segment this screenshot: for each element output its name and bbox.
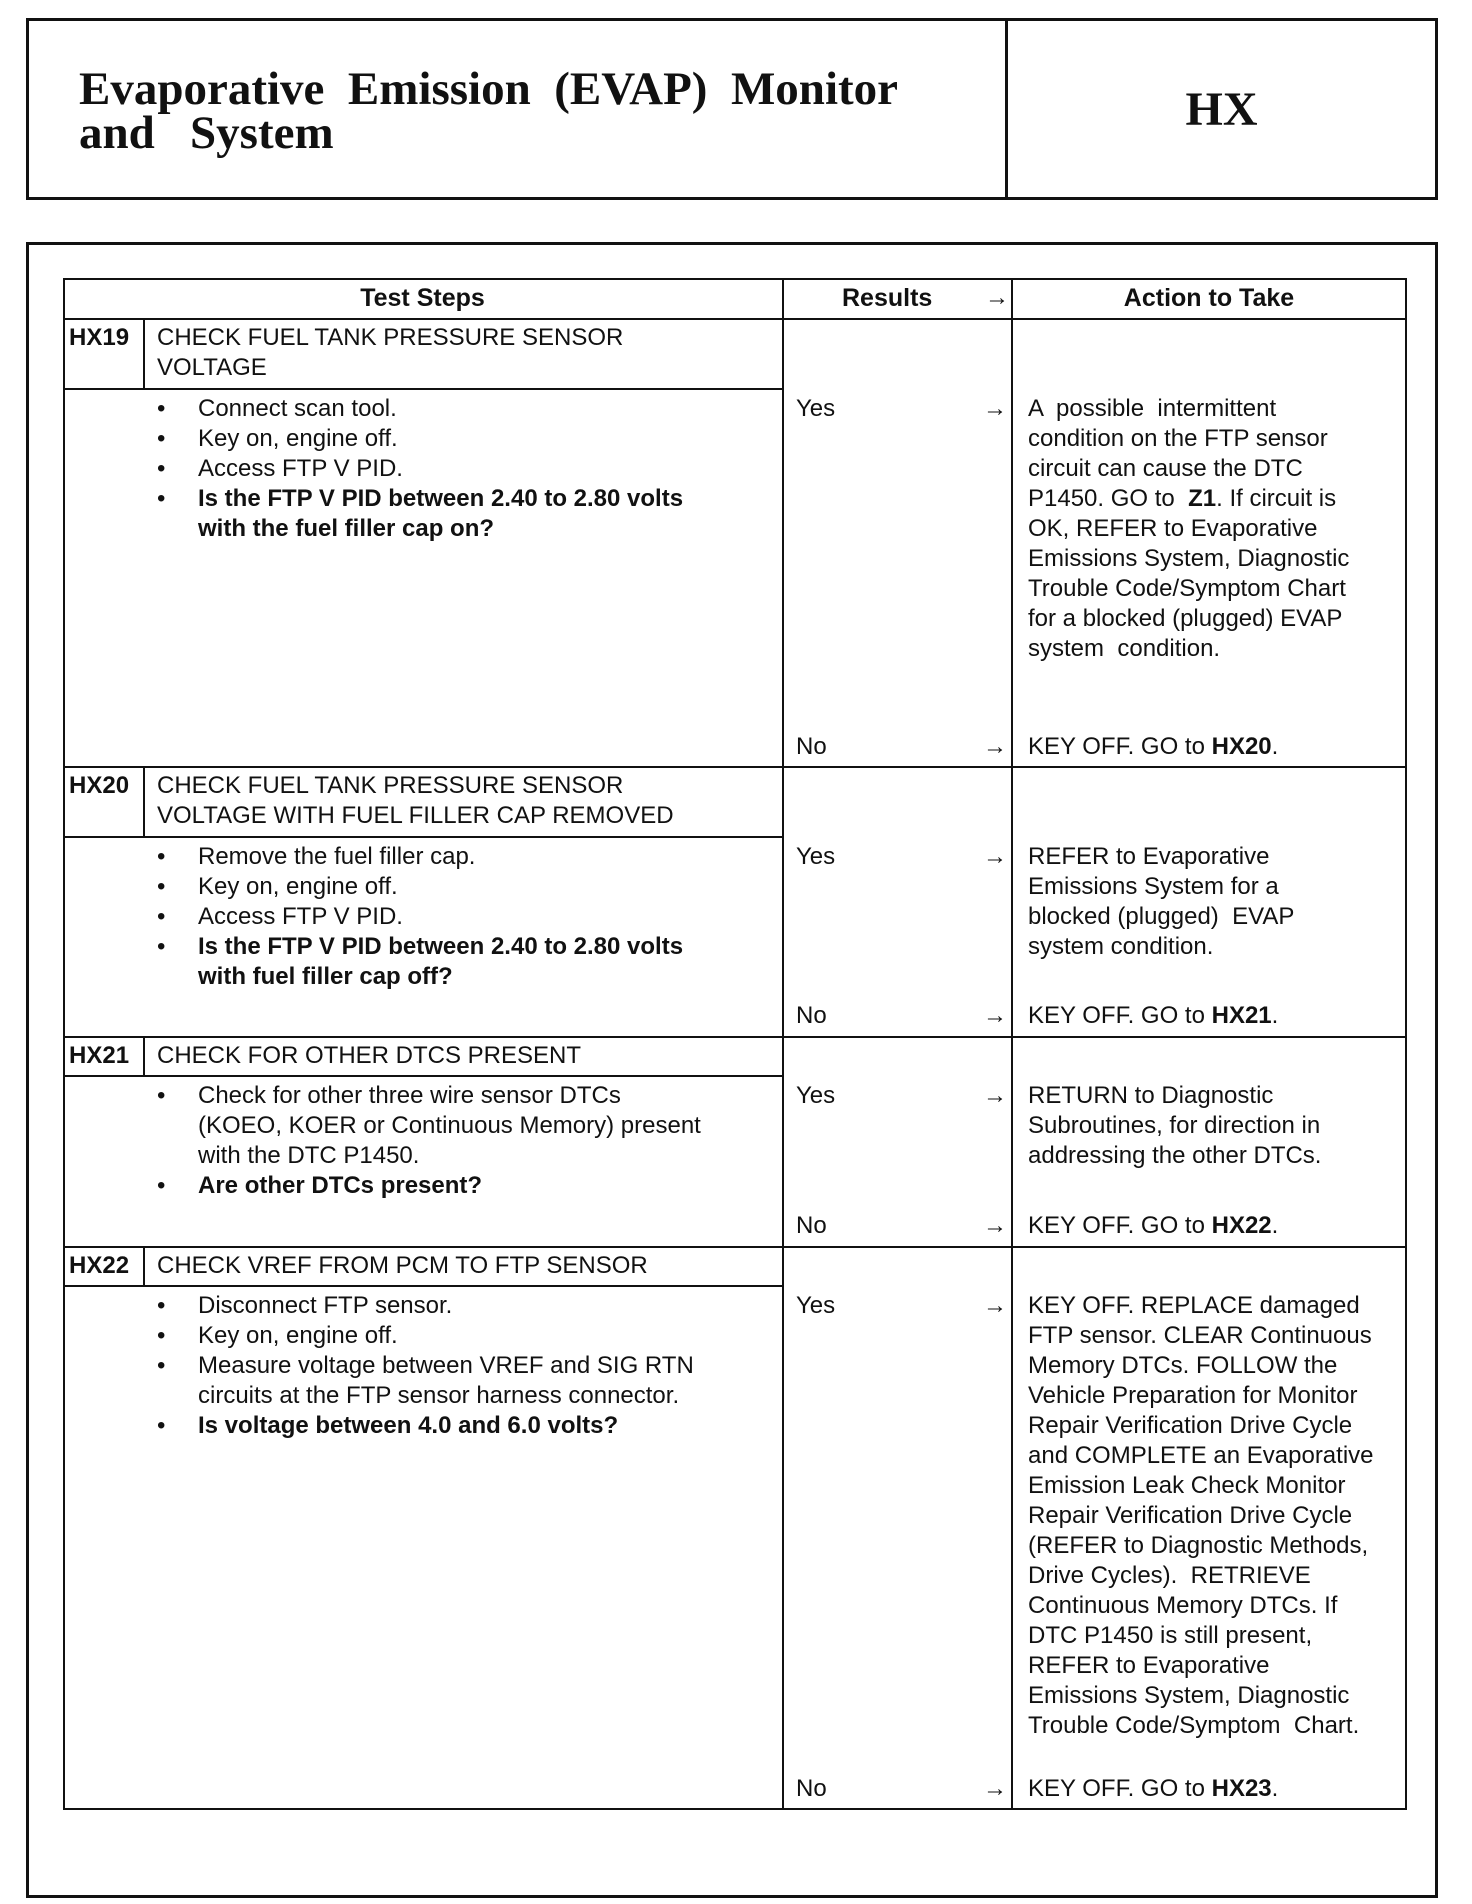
arrow-right-icon: → [983,1082,1007,1109]
hx22-title-underline [63,1285,784,1287]
hx22-yes-action-line6: and COMPLETE an Evaporative [1028,1442,1374,1469]
hx19-go-ref: Z1 [1188,485,1217,512]
hx19-title-underline [63,388,784,390]
hx19-result-no: No [796,733,827,760]
section-code: HX [1185,82,1258,136]
hx19-go-tail: . If circuit is [1216,485,1337,512]
bullet-icon: • [157,873,166,900]
hx20-bullet-3: Access FTP V PID. [198,903,403,930]
arrow-right-icon: → [983,395,1007,422]
hx22-bullet-4: Is voltage between 4.0 and 6.0 volts? [198,1412,619,1439]
hx20-id-divider [143,766,145,838]
hx20-bullet-4-line1: Is the FTP V PID between 2.40 to 2.80 volts [198,933,684,960]
hx20-bullet-4-line2: with fuel filler cap off? [198,963,453,990]
bullet-icon: • [157,933,166,960]
hx20-yes-action-line2: Emissions System for a [1028,873,1279,900]
hx19-id-divider [143,318,145,390]
bullet-icon: • [157,485,166,512]
bullet-icon: • [157,455,166,482]
hx19-yes-action-line5: OK, REFER to Evaporative [1028,515,1318,542]
hx20-step-id: HX20 [69,772,130,799]
header-arrow-icon: → [985,284,1009,311]
bullet-icon: • [157,903,166,930]
bullet-icon: • [157,395,166,422]
action-column-divider [1011,278,1013,1810]
page-title-line2: and System [79,107,334,159]
bullet-icon: • [157,425,166,452]
hx21-bullet-1-line2: (KOEO, KOER or Continuous Memory) present [198,1112,701,1139]
hx21-no-ref: HX22 [1211,1212,1272,1239]
hx21-no-action-text: KEY OFF. GO to [1028,1212,1212,1239]
bullet-icon: • [157,843,166,870]
hx20-title-line2: VOLTAGE WITH FUEL FILLER CAP REMOVED [157,802,674,829]
hx21-no-period: . [1271,1212,1279,1239]
hx21-result-yes: Yes [796,1082,836,1109]
hx19-no-action-text: KEY OFF. GO to [1028,733,1212,760]
hx21-title-line1: CHECK FOR OTHER DTCS PRESENT [157,1042,582,1069]
bullet-icon: • [157,1352,166,1379]
hx22-yes-action-line12: DTC P1450 is still present, [1028,1622,1313,1649]
hx19-no-ref: HX20 [1211,733,1272,760]
hx19-bullet-3: Access FTP V PID. [198,455,403,482]
hx19-yes-action-line9: system condition. [1028,635,1221,662]
bullet-icon: • [157,1412,166,1439]
hx20-yes-action-line4: system condition. [1028,933,1214,960]
hx21-id-divider [143,1036,145,1077]
hx19-bullet-2: Key on, engine off. [198,425,398,452]
hx20-no-period: . [1271,1002,1279,1029]
hx21-yes-action-line1: RETURN to Diagnostic [1028,1082,1274,1109]
page-title-line1: Evaporative Emission (EVAP) Monitor [79,63,899,115]
hx22-no-ref: HX23 [1211,1775,1272,1802]
arrow-right-icon: → [983,1292,1007,1319]
page-title [29,21,1008,197]
hx22-yes-action-line13: REFER to Evaporative [1028,1652,1270,1679]
hx19-yes-action-line2: condition on the FTP sensor [1028,425,1328,452]
arrow-right-icon: → [983,1212,1007,1239]
hx19-go-text: P1450. GO to [1028,485,1189,512]
hx20-result-no: No [796,1002,827,1029]
hx21-yes-action-line2: Subroutines, for direction in [1028,1112,1321,1139]
hx20-no-action-text: KEY OFF. GO to [1028,1002,1212,1029]
hx22-yes-action-line1: KEY OFF. REPLACE damaged [1028,1292,1360,1319]
hx20-bullet-2: Key on, engine off. [198,873,398,900]
hx20-row-divider [63,1036,1407,1038]
hx19-yes-action-line8: for a blocked (plugged) EVAP [1028,605,1343,632]
hx19-no-action [1028,732,1278,762]
hx19-yes-action-line7: Trouble Code/Symptom Chart [1028,575,1346,602]
hx21-title-underline [63,1075,784,1077]
arrow-right-icon: → [983,1002,1007,1029]
hx22-title-line1: CHECK VREF FROM PCM TO FTP SENSOR [157,1252,648,1279]
hx22-no-action-text: KEY OFF. GO to [1028,1775,1212,1802]
hx22-yes-action-line5: Repair Verification Drive Cycle [1028,1412,1353,1439]
hx22-id-divider [143,1246,145,1287]
bullet-icon: • [157,1292,166,1319]
hx22-result-no: No [796,1775,827,1802]
hx21-bullet-2: Are other DTCs present? [198,1172,483,1199]
header-row-divider [63,318,1407,320]
hx19-row-divider [63,766,1407,768]
header-results: Results [842,284,933,312]
hx19-bullet-4-line1: Is the FTP V PID between 2.40 to 2.80 volts [198,485,684,512]
hx20-title-line1: CHECK FUEL TANK PRESSURE SENSOR [157,772,624,799]
hx22-bullet-3-line2: circuits at the FTP sensor harness connector. [198,1382,680,1409]
hx22-yes-action-line11: Continuous Memory DTCs. If [1028,1592,1338,1619]
hx22-bullet-3-line1: Measure voltage between VREF and SIG RTN [198,1352,694,1379]
hx19-step-id: HX19 [69,324,130,351]
hx19-no-period: . [1271,733,1279,760]
hx21-bullet-1-line3: with the DTC P1450. [198,1142,420,1169]
hx20-yes-action-line1: REFER to Evaporative [1028,843,1270,870]
hx19-yes-action-line3: circuit can cause the DTC [1028,455,1303,482]
hx22-yes-action-line2: FTP sensor. CLEAR Continuous [1028,1322,1372,1349]
hx22-yes-action-line7: Emission Leak Check Monitor [1028,1472,1346,1499]
bullet-icon: • [157,1322,166,1349]
hx21-bullet-1-line1: Check for other three wire sensor DTCs [198,1082,621,1109]
arrow-right-icon: → [983,733,1007,760]
hx19-bullet-1: Connect scan tool. [198,395,397,422]
hx21-yes-action-line3: addressing the other DTCs. [1028,1142,1322,1169]
hx22-yes-action-line9: (REFER to Diagnostic Methods, [1028,1532,1369,1559]
arrow-right-icon: → [983,843,1007,870]
hx22-no-period: . [1271,1775,1279,1802]
hx19-yes-action-line4 [1028,484,1336,514]
hx22-step-id: HX22 [69,1252,130,1279]
hx19-bullet-4-line2: with the fuel filler cap on? [198,515,495,542]
header-test-steps: Test Steps [360,284,485,312]
hx19-yes-action-line1: A possible intermittent [1028,395,1277,422]
hx22-yes-action-line8: Repair Verification Drive Cycle [1028,1502,1353,1529]
hx19-yes-action-line6: Emissions System, Diagnostic [1028,545,1350,572]
hx20-no-ref: HX21 [1211,1002,1272,1029]
hx21-step-id: HX21 [69,1042,130,1069]
hx21-no-action [1028,1211,1278,1241]
bullet-icon: • [157,1172,166,1199]
hx22-yes-action-line10: Drive Cycles). RETRIEVE [1028,1562,1311,1589]
hx22-bullet-1: Disconnect FTP sensor. [198,1292,453,1319]
hx20-bullet-1: Remove the fuel filler cap. [198,843,476,870]
hx21-row-divider [63,1246,1407,1248]
hx20-yes-action-line3: blocked (plugged) EVAP [1028,903,1295,930]
hx19-title-line1: CHECK FUEL TANK PRESSURE SENSOR [157,324,624,351]
hx19-result-yes: Yes [796,395,836,422]
page-header [26,18,1438,200]
arrow-right-icon: → [983,1775,1007,1802]
hx19-title-line2: VOLTAGE [157,354,267,381]
hx22-bullet-2: Key on, engine off. [198,1322,398,1349]
hx21-result-no: No [796,1212,827,1239]
hx22-result-yes: Yes [796,1292,836,1319]
hx20-title-underline [63,836,784,838]
hx20-result-yes: Yes [796,843,836,870]
hx22-yes-action-line4: Vehicle Preparation for Monitor [1028,1382,1358,1409]
header-action: Action to Take [1123,284,1295,312]
hx20-no-action [1028,1001,1278,1031]
bullet-icon: • [157,1082,166,1109]
hx22-yes-action-line14: Emissions System, Diagnostic [1028,1682,1350,1709]
hx22-no-action [1028,1774,1278,1804]
hx22-yes-action-line15: Trouble Code/Symptom Chart. [1028,1712,1360,1739]
results-column-divider [782,278,784,1810]
hx22-yes-action-line3: Memory DTCs. FOLLOW the [1028,1352,1338,1379]
